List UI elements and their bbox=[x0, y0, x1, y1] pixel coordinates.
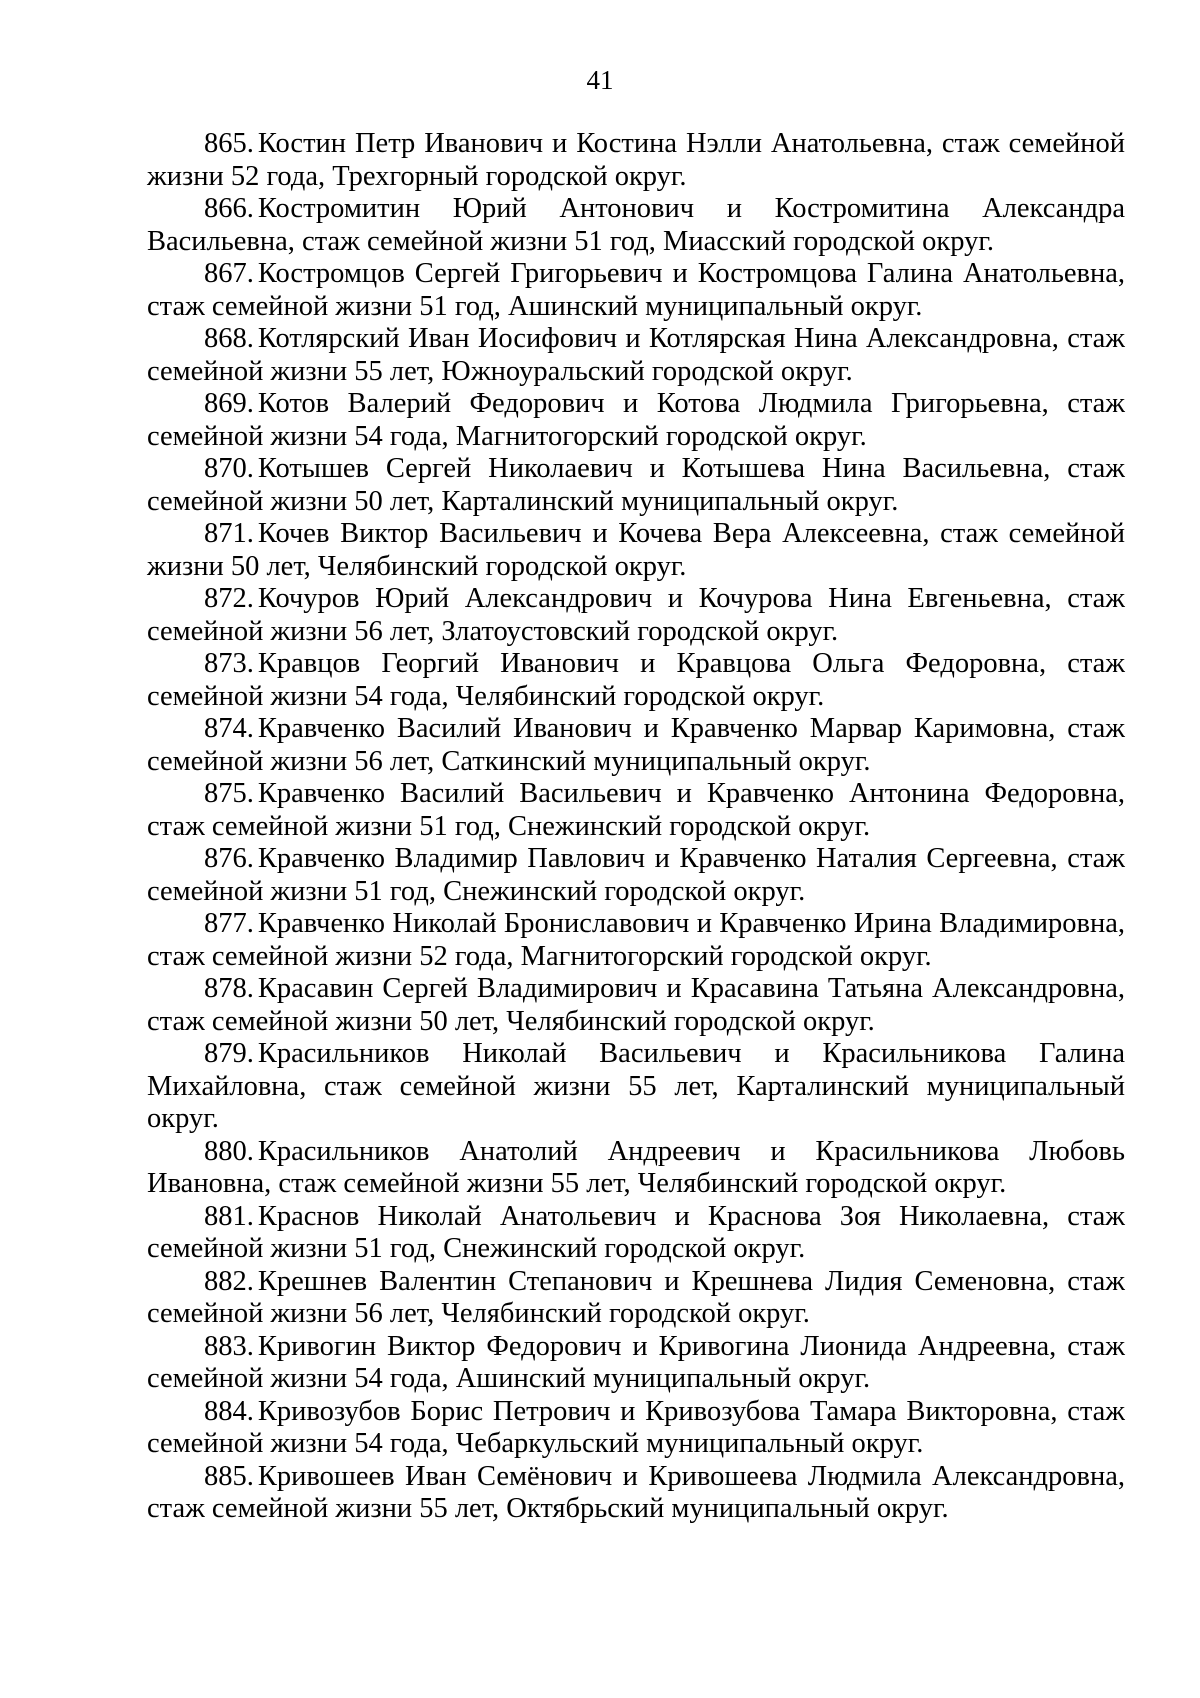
list-item bbox=[147, 583, 1125, 648]
list-item bbox=[147, 713, 1125, 778]
entry-list bbox=[147, 128, 1125, 1526]
list-item bbox=[147, 1266, 1125, 1331]
entry-text: Кравцов Георгий Иванович и Кравцова Ольга Федоровна, стаж семейной жизни 54 года, Челябинский городской округ. bbox=[147, 648, 1125, 712]
list-item bbox=[147, 908, 1125, 973]
entry-number: 881. bbox=[204, 1200, 254, 1232]
entry-number: 876. bbox=[204, 843, 254, 874]
list-item bbox=[147, 778, 1125, 843]
entry-number: 874. bbox=[204, 713, 254, 744]
list-item bbox=[147, 518, 1125, 583]
entry-text: Котов Валерий Федорович и Котова Людмила Григорьевна, стаж семейной жизни 54 года, Магнитогорский городской округ. bbox=[147, 388, 1125, 452]
entry-number: 866. bbox=[204, 193, 254, 224]
list-item bbox=[147, 1461, 1125, 1526]
entry-number: 873. bbox=[204, 648, 254, 679]
list-item bbox=[147, 388, 1125, 453]
list-item bbox=[147, 1136, 1125, 1201]
entry-number: 885. bbox=[204, 1460, 254, 1492]
entry-number: 879. bbox=[204, 1038, 254, 1069]
list-item bbox=[147, 258, 1125, 323]
entry-number: 868. bbox=[204, 323, 254, 354]
entry-text: Крешнев Валентин Степанович и Крешнева Лидия Семеновна, стаж семейной жизни 56 лет, Челябинский городской округ. bbox=[147, 1265, 1125, 1329]
list-item bbox=[147, 1038, 1125, 1136]
entry-text: Костромитин Юрий Антонович и Костромитина Александра Васильевна, стаж семейной жизни 51 год, Миасский городской округ. bbox=[147, 193, 1125, 257]
entry-number: 882. bbox=[204, 1265, 254, 1297]
list-item bbox=[147, 648, 1125, 713]
list-item bbox=[147, 128, 1125, 193]
entry-number: 871. bbox=[204, 518, 254, 549]
list-item bbox=[147, 1331, 1125, 1396]
list-item bbox=[147, 1201, 1125, 1266]
entry-number: 878. bbox=[204, 973, 254, 1004]
entry-text: Кравченко Николай Брониславович и Кравченко Ирина Владимировна, стаж семейной жизни 52 года, Магнитогорский городской округ. bbox=[147, 908, 1125, 972]
entry-number: 867. bbox=[204, 258, 254, 289]
entry-text: Котышев Сергей Николаевич и Котышева Нина Васильевна, стаж семейной жизни 50 лет, Карталинский муниципальный округ. bbox=[147, 453, 1125, 517]
entry-number: 880. bbox=[204, 1135, 254, 1167]
list-item bbox=[147, 843, 1125, 908]
entry-number: 884. bbox=[204, 1395, 254, 1427]
entry-text: Краснов Николай Анатольевич и Краснова Зоя Николаевна, стаж семейной жизни 51 год, Снежинский городской округ. bbox=[147, 1200, 1125, 1264]
entry-number: 875. bbox=[204, 778, 254, 809]
entry-number: 869. bbox=[204, 388, 254, 419]
list-item bbox=[147, 453, 1125, 518]
entry-text: Кравченко Владимир Павлович и Кравченко Наталия Сергеевна, стаж семейной жизни 51 год, Снежинский городской округ. bbox=[147, 843, 1125, 907]
list-item bbox=[147, 973, 1125, 1038]
entry-text: Кравченко Василий Васильевич и Кравченко Антонина Федоровна, стаж семейной жизни 51 год, Снежинский городской округ. bbox=[147, 778, 1125, 842]
entry-text: Красильников Николай Васильевич и Красильникова Галина Михайловна, стаж семейной жизни 55 лет, Карталинский муниципальный округ. bbox=[147, 1038, 1125, 1134]
entry-text: Красавин Сергей Владимирович и Красавина Татьяна Александровна, стаж семейной жизни 50 лет, Челябинский городской округ. bbox=[147, 973, 1125, 1037]
entry-number: 877. bbox=[204, 908, 254, 939]
entry-text: Кривозубов Борис Петрович и Кривозубова Тамара Викторовна, стаж семейной жизни 54 года, Чебаркульский муниципальный округ. bbox=[147, 1395, 1125, 1459]
page-number: 41 bbox=[586, 65, 614, 95]
entry-text: Кочев Виктор Васильевич и Кочева Вера Алексеевна, стаж семейной жизни 50 лет, Челябинский городской округ. bbox=[147, 518, 1125, 582]
entry-text: Костин Петр Иванович и Костина Нэлли Анатольевна, стаж семейной жизни 52 года, Трехгорный городской округ. bbox=[147, 128, 1125, 192]
entry-number: 872. bbox=[204, 583, 254, 614]
entry-text: Кривошеев Иван Семёнович и Кривошеева Людмила Александровна, стаж семейной жизни 55 лет, Октябрьский муниципальный округ. bbox=[147, 1460, 1125, 1524]
entry-text: Кривогин Виктор Федорович и Кривогина Лионида Андреевна, стаж семейной жизни 54 года, Ашинский муниципальный округ. bbox=[147, 1330, 1125, 1394]
entry-number: 883. bbox=[204, 1330, 254, 1362]
entry-number: 870. bbox=[204, 453, 254, 484]
entry-number: 865. bbox=[204, 128, 254, 159]
entry-text: Костромцов Сергей Григорьевич и Костромцова Галина Анатольевна, стаж семейной жизни 51 год, Ашинский муниципальный округ. bbox=[147, 258, 1125, 322]
entry-text: Котлярский Иван Иосифович и Котлярская Нина Александровна, стаж семейной жизни 55 лет, Южноуральский городской округ. bbox=[147, 323, 1125, 387]
entry-text: Красильников Анатолий Андреевич и Красильникова Любовь Ивановна, стаж семейной жизни 55 лет, Челябинский городской округ. bbox=[147, 1135, 1125, 1199]
list-item bbox=[147, 323, 1125, 388]
entry-text: Кочуров Юрий Александрович и Кочурова Нина Евгеньевна, стаж семейной жизни 56 лет, Златоустовский городской округ. bbox=[147, 583, 1125, 647]
list-item bbox=[147, 193, 1125, 258]
entry-text: Кравченко Василий Иванович и Кравченко Марвар Каримовна, стаж семейной жизни 56 лет, Саткинский муниципальный округ. bbox=[147, 713, 1125, 777]
list-item bbox=[147, 1396, 1125, 1461]
